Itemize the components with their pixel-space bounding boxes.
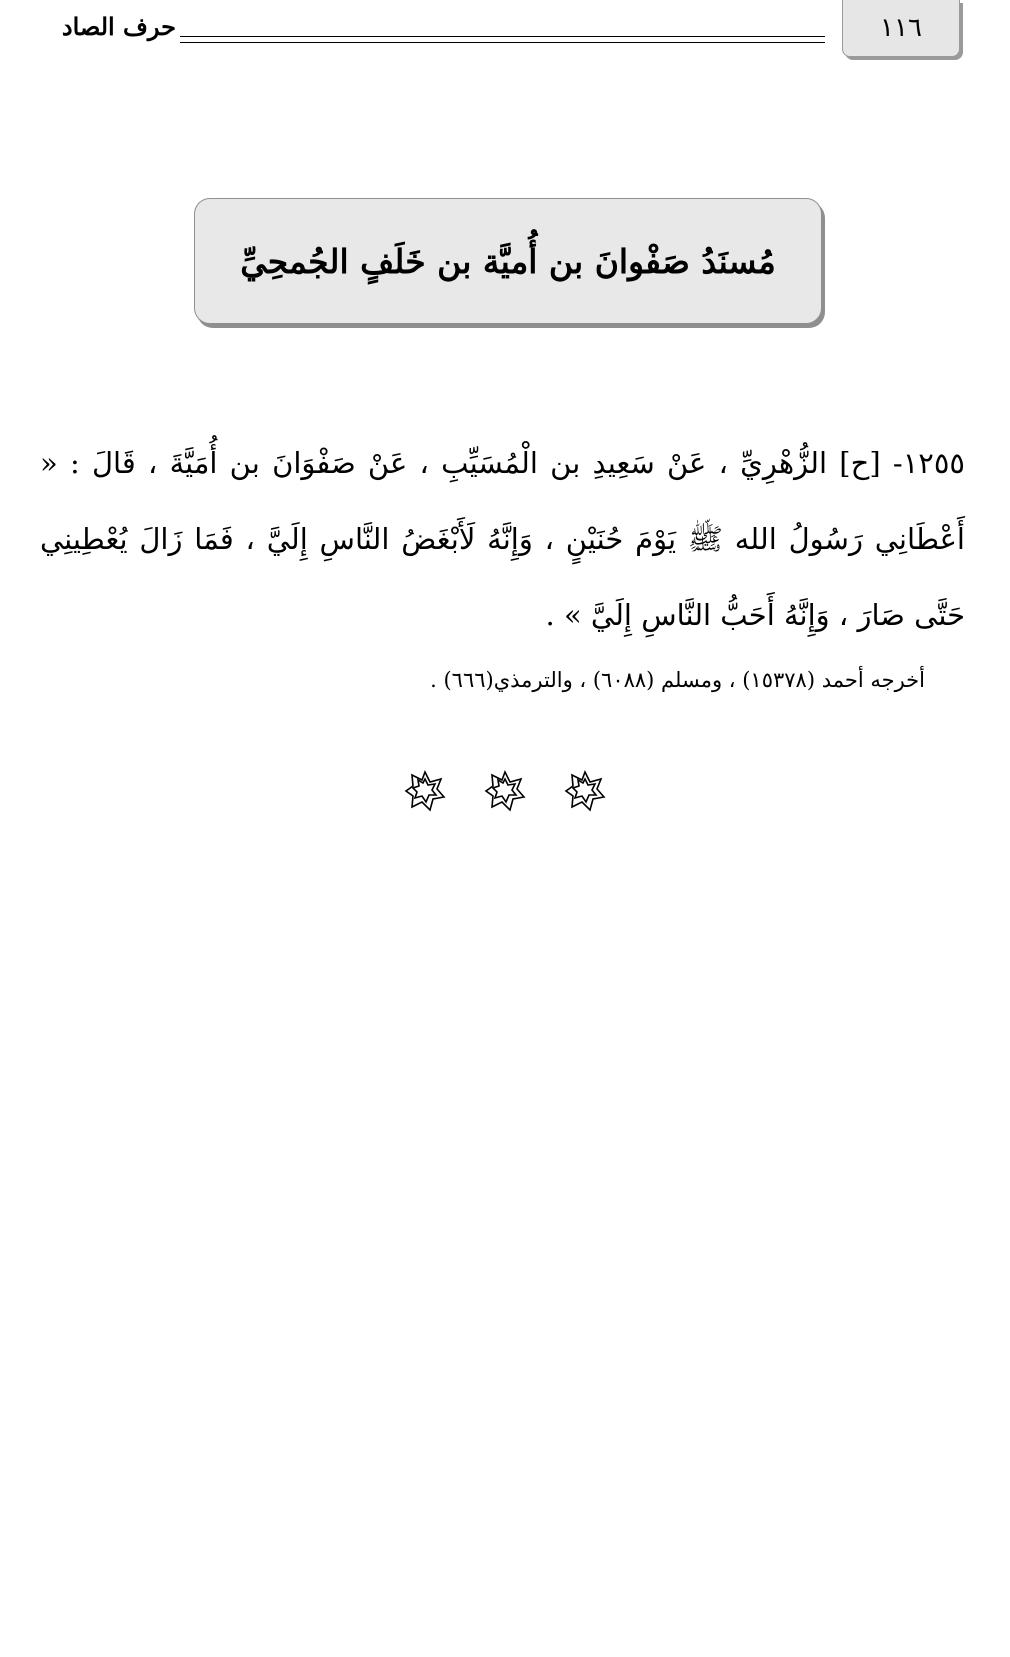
chapter-title: مُسنَدُ صَفْوانَ بن أُميَّة بن خَلَفٍ الجُمحِيِّ — [240, 241, 776, 281]
star-ornament-icon — [564, 770, 606, 812]
section-end-ornaments — [0, 770, 1010, 814]
star-ornament-icon — [484, 770, 526, 812]
running-head: حرف الصاد — [61, 12, 176, 41]
footnote: أخرجه أحمد (١٥٣٧٨) ، ومسلم (٦٠٨٨) ، والترمذي(٦٦٦) . — [430, 668, 925, 692]
star-ornament-icon — [404, 770, 446, 812]
page-number: ١١٦ — [842, 0, 960, 57]
page-header — [0, 0, 1010, 70]
chapter-title-box — [194, 198, 822, 324]
hadith-text: ١٢٥٥- [ح] الزُّهْرِيِّ ، عَنْ سَعِيدِ بن الْمُسَيِّبِ ، عَنْ صَفْوَانَ بن أُمَيَّةَ ، قَالَ : « أَعْطَانِي رَسُولُ الله ﷺ يَوْمَ حُنَيْنٍ ، وَإِنَّهُ لَأَبْغَضُ النَّاسِ إِلَيَّ ، فَمَا زَالَ يُعْطِينِي حَتَّى صَارَ ، وَإِنَّهُ أَحَبُّ النَّاسِ إِلَيَّ » . — [40, 446, 965, 632]
header-rule — [180, 36, 825, 43]
